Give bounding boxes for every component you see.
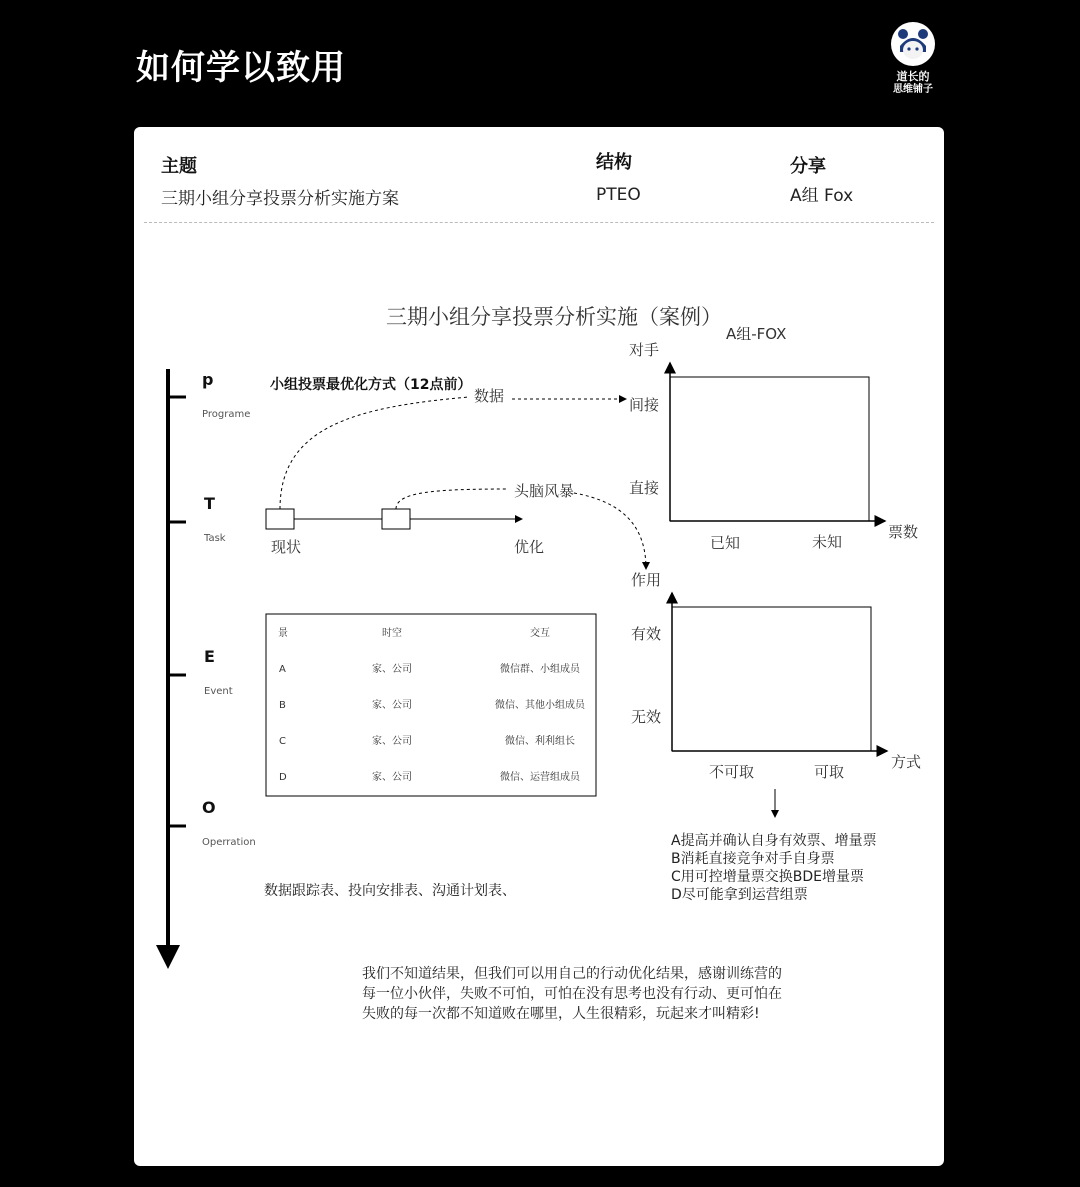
current-box bbox=[266, 509, 294, 529]
matrix2-x-axis-label: 方式 bbox=[891, 753, 922, 771]
timeline-arrow-icon bbox=[156, 945, 180, 969]
table-row-d-time: 家、公司 bbox=[372, 772, 412, 783]
table-row-b-time: 家、公司 bbox=[372, 700, 412, 711]
diagram-title: 三期小组分享投票分析实施（案例） bbox=[386, 305, 722, 329]
avatar-icon bbox=[891, 22, 935, 66]
timeline-letter-e: E bbox=[204, 647, 215, 666]
brand-logo bbox=[885, 22, 941, 96]
matrix2-box bbox=[672, 607, 871, 751]
brand-line-2: 思维铺子 bbox=[893, 84, 933, 95]
timeline-name-p: Programe bbox=[202, 409, 251, 420]
matrix2-effect-label: 作用 bbox=[631, 571, 662, 589]
table-row-d-scene: D bbox=[279, 772, 287, 783]
matrix2-y-top-label: 有效 bbox=[631, 625, 662, 643]
flow-current-label: 现状 bbox=[271, 538, 302, 556]
pteo-diagram bbox=[134, 127, 944, 1166]
closing-line-3: 失败的每一次都不知道败在哪里，人生很精彩，玩起来才叫精彩! bbox=[362, 1006, 760, 1022]
current-to-data-curve bbox=[280, 397, 469, 509]
matrix1-box bbox=[670, 377, 869, 521]
matrix1-x-left-label: 已知 bbox=[710, 534, 741, 552]
flow-data-label: 数据 bbox=[474, 387, 505, 405]
table-row-b-scene: B bbox=[279, 700, 286, 711]
strategy-a: A提高并确认自身有效票、增量票 bbox=[671, 833, 877, 849]
strategy-b: B消耗直接竞争对手自身票 bbox=[671, 851, 835, 867]
timeline-letter-o: O bbox=[202, 798, 216, 817]
table-row-a-time: 家、公司 bbox=[372, 664, 412, 675]
timeline-name-e: Event bbox=[204, 686, 233, 697]
share-value: A组 Fox bbox=[790, 186, 854, 206]
table-row-c-scene: C bbox=[279, 736, 286, 747]
timeline-name-o: Operration bbox=[202, 837, 256, 848]
brainstorm-to-effect-arrow bbox=[574, 493, 646, 569]
brand-line-1: 道长的 bbox=[896, 70, 930, 83]
table-row-c-interaction: 微信、利利组长 bbox=[505, 736, 575, 747]
page-title: 如何学以致用 bbox=[136, 48, 346, 88]
timeline-letter-p: p bbox=[202, 370, 214, 389]
matrix1-x-axis-label: 票数 bbox=[888, 523, 919, 541]
table-row-a-interaction: 微信群、小组成员 bbox=[500, 664, 580, 675]
closing-line-1: 我们不知道结果，但我们可以用自己的行动优化结果，感谢训练营的 bbox=[362, 966, 782, 982]
topic-label: 主题 bbox=[161, 156, 197, 177]
matrix2-x-right-label: 可取 bbox=[814, 763, 845, 781]
table-header-scene: 景 bbox=[278, 628, 288, 639]
timeline-name-t: Task bbox=[204, 533, 226, 544]
matrix1-indirect-label: 间接 bbox=[629, 396, 660, 414]
structure-label: 结构 bbox=[596, 152, 632, 173]
optimal-note: 小组投票最优化方式（12点前） bbox=[270, 377, 472, 393]
content-card bbox=[134, 127, 944, 1166]
table-row-b-interaction: 微信、其他小组成员 bbox=[495, 700, 585, 711]
operation-tools: 数据跟踪表、投向安排表、沟通计划表、 bbox=[264, 883, 516, 899]
table-row-a-scene: A bbox=[279, 664, 286, 675]
matrix2-x-left-label: 不可取 bbox=[709, 763, 755, 781]
table-header-interaction: 交互 bbox=[530, 628, 550, 639]
table-row-c-time: 家、公司 bbox=[372, 736, 412, 747]
structure-value: PTEO bbox=[596, 185, 641, 205]
table-row-d-interaction: 微信、运营组成员 bbox=[500, 772, 580, 783]
group-label: A组-FOX bbox=[726, 325, 787, 343]
closing-line-2: 每一位小伙伴，失败不可怕，可怕在没有思考也没有行动、更可怕在 bbox=[362, 986, 782, 1002]
share-label: 分享 bbox=[790, 156, 826, 177]
matrix2-y-bottom-label: 无效 bbox=[631, 708, 662, 726]
timeline-letter-t: T bbox=[204, 494, 215, 513]
flow-optimize-label: 优化 bbox=[514, 538, 545, 556]
matrix1-direct-label: 直接 bbox=[629, 479, 660, 497]
matrix1-y-axis-label: 对手 bbox=[629, 341, 660, 359]
middle-box bbox=[382, 509, 410, 529]
topic-value: 三期小组分享投票分析实施方案 bbox=[161, 189, 399, 209]
table-header-time: 时空 bbox=[382, 628, 402, 639]
strategy-d: D尽可能拿到运营组票 bbox=[671, 887, 808, 903]
box-to-brainstorm-curve bbox=[396, 489, 508, 509]
strategy-c: C用可控增量票交换BDE增量票 bbox=[671, 869, 865, 885]
flow-brainstorm-label: 头脑风暴 bbox=[514, 482, 575, 500]
matrix1-x-right-label: 未知 bbox=[812, 533, 843, 551]
